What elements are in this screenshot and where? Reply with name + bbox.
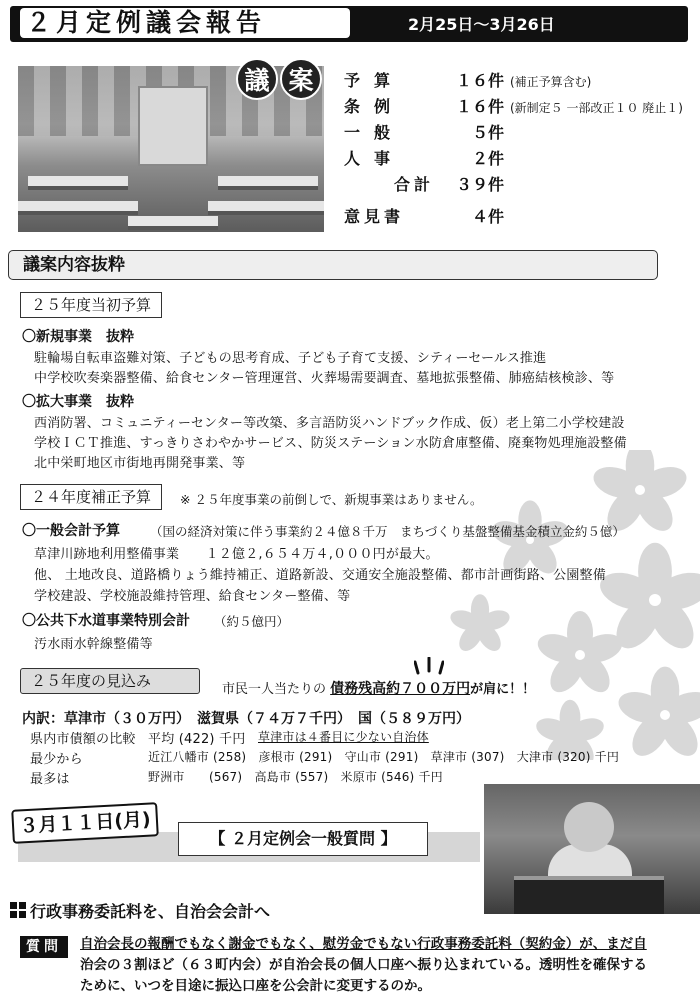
max-label: 最多は [30, 772, 70, 787]
sewer-account-title: 〇公共下水道事業特別会計 [22, 613, 190, 629]
general-account-line: 学校建設、学校施設維持管理、給食センター整備、等 [34, 589, 351, 604]
section-title: 議案内容抜粋 [8, 250, 658, 280]
min-label: 最少から [30, 752, 83, 767]
bill-label: 条例 [344, 97, 405, 116]
bill-count: ３９ [455, 175, 488, 194]
debt-headline [222, 678, 535, 698]
badge-char-2: 案 [280, 58, 322, 100]
new-projects-title: 〇新規事業 抜粋 [22, 329, 134, 345]
bill-row [344, 94, 694, 120]
photo-desk [208, 201, 324, 215]
bill-label: 人事 [344, 149, 405, 168]
min-values: 近江八幡市 (258) 彦根市 (291) 守山市 (291) 草津市 (307) 大津市 (320) 千円 [148, 750, 620, 764]
bill-row-total [344, 172, 694, 198]
question-topic: 行政事務委託料を、自治会会計へ [30, 902, 271, 921]
bill-unit: 件 [488, 71, 505, 90]
label-outlook-25: ２５年度の見込み [20, 668, 200, 694]
expanded-projects-title: 〇拡大事業 抜粋 [22, 394, 134, 410]
question-badge: 質問 [20, 936, 68, 958]
bill-label: 一般 [344, 123, 405, 142]
bill-label: 意見書 [344, 207, 405, 226]
bill-note: (新制定５ 一部改正１０ 廃止１) [510, 101, 683, 115]
bill-note: (補正予算含む) [510, 75, 592, 89]
emphasis-marks-icon [414, 657, 444, 675]
bill-unit: 件 [488, 207, 505, 226]
badge-char-1: 議 [236, 58, 278, 100]
expanded-projects-line: 学校ＩＣＴ推進、すっきりさわやかサービス、防災ステーション水防倉庫整備、廃棄物処理施設整備 [34, 436, 627, 451]
assembly-hall-photo [18, 66, 324, 232]
bill-count: ４ [471, 207, 488, 226]
general-account-line: 草津川跡地利用整備事業 １２億２,６５４万４,０００円が最大。 [34, 547, 439, 562]
bill-row [344, 120, 694, 146]
supplementary-note: ※ ２５年度事業の前倒しで、新規事業はありません。 [180, 492, 483, 507]
question-section-title: 【 ２月定例会一般質問 】 [178, 822, 428, 856]
question-line: 治会の３割ほど（６３町内会）が自治会長の個人口座へ振り込まれている。透明性を確保する [80, 957, 647, 973]
debt-breakdown: 内訳：草津市（３０万円） 滋賀県（７４万７千円） 国（５８９万円） [22, 711, 470, 727]
photo-podium [514, 876, 664, 914]
photo-desk [28, 176, 128, 190]
debt-headline-amount: 債務残高約７００万円 [330, 681, 471, 697]
label-budget-25: ２５年度当初予算 [20, 292, 162, 318]
compare-note: 草津市は４番目に少ない自治体 [258, 730, 429, 744]
max-values: 野洲市 (567) 高島市 (557) 米原市 (546) 千円 [148, 770, 443, 784]
bill-label: 合計 [393, 175, 434, 194]
bill-row [344, 146, 694, 172]
bill-row [344, 204, 694, 230]
expanded-projects-line: 西消防署、コミュニティーセンター等改築、多言語防災ハンドブック作成、仮）老上第二小学校建設 [34, 416, 625, 431]
bill-count: ５ [471, 123, 488, 142]
photo-speaker-head [564, 802, 614, 852]
speaker-photo [484, 784, 700, 914]
bill-count: ２ [471, 149, 488, 168]
compare-label: 県内市債額の比較 [30, 732, 136, 747]
debt-headline-post: が肩に！！ [470, 682, 536, 697]
bill-count: １６ [455, 97, 488, 116]
bill-row [344, 68, 694, 94]
bill-count: １６ [455, 71, 488, 90]
general-account-note: （国の経済対策に伴う事業約２４億８千万 まちづくり基盤整備基金積立金約５億） [150, 524, 625, 539]
new-projects-line: 駐輪場自転車盗難対策、子どもの思考育成、子ども子育て支援、シティーセールス推進 [34, 351, 547, 366]
photo-desk [128, 216, 218, 230]
photo-desk [218, 176, 318, 190]
photo-desk [18, 201, 138, 215]
grid-bullet-icon [10, 902, 26, 918]
question-date: ３月１１日(月) [11, 802, 159, 844]
bill-unit: 件 [488, 175, 505, 194]
bill-unit: 件 [488, 149, 505, 168]
question-line: ために、いつを目途に振込口座を公会計に変更するのか。 [80, 978, 431, 994]
bill-unit: 件 [488, 97, 505, 116]
bill-summary-list [344, 68, 694, 230]
debt-headline-pre: 市民一人当たりの [222, 682, 327, 697]
session-dates: 2月25日〜3月26日 [408, 15, 555, 34]
page-title: ２月定例議会報告 [20, 8, 350, 38]
compare-average: 平均 (422) 千円 [148, 732, 246, 747]
photo-dais [138, 86, 208, 166]
bill-label: 予算 [344, 71, 405, 90]
general-account-title: 〇一般会計予算 [22, 523, 120, 539]
general-account-line: 他、 土地改良、道路橋りょう維持補正、道路新設、交通安全施設整備、都市計画街路、公園整備 [34, 568, 606, 583]
sewer-account-line: 汚水雨水幹線整備等 [34, 637, 153, 652]
new-projects-line: 中学校吹奏楽器整備、給食センター管理運営、火葬場需要調査、墓地拡張整備、肺癌結核検診、等 [34, 371, 615, 386]
question-line: 自治会長の報酬でもなく謝金でもなく、慰労金でもない行政事務委託料（契約金）が、まだ自 [80, 936, 647, 952]
expanded-projects-line: 北中栄町地区市街地再開発事業、等 [34, 456, 246, 471]
bill-unit: 件 [488, 123, 505, 142]
question-body [80, 934, 692, 997]
label-supplementary-24: ２４年度補正予算 [20, 484, 162, 510]
sewer-account-note: （約５億円） [214, 614, 290, 629]
